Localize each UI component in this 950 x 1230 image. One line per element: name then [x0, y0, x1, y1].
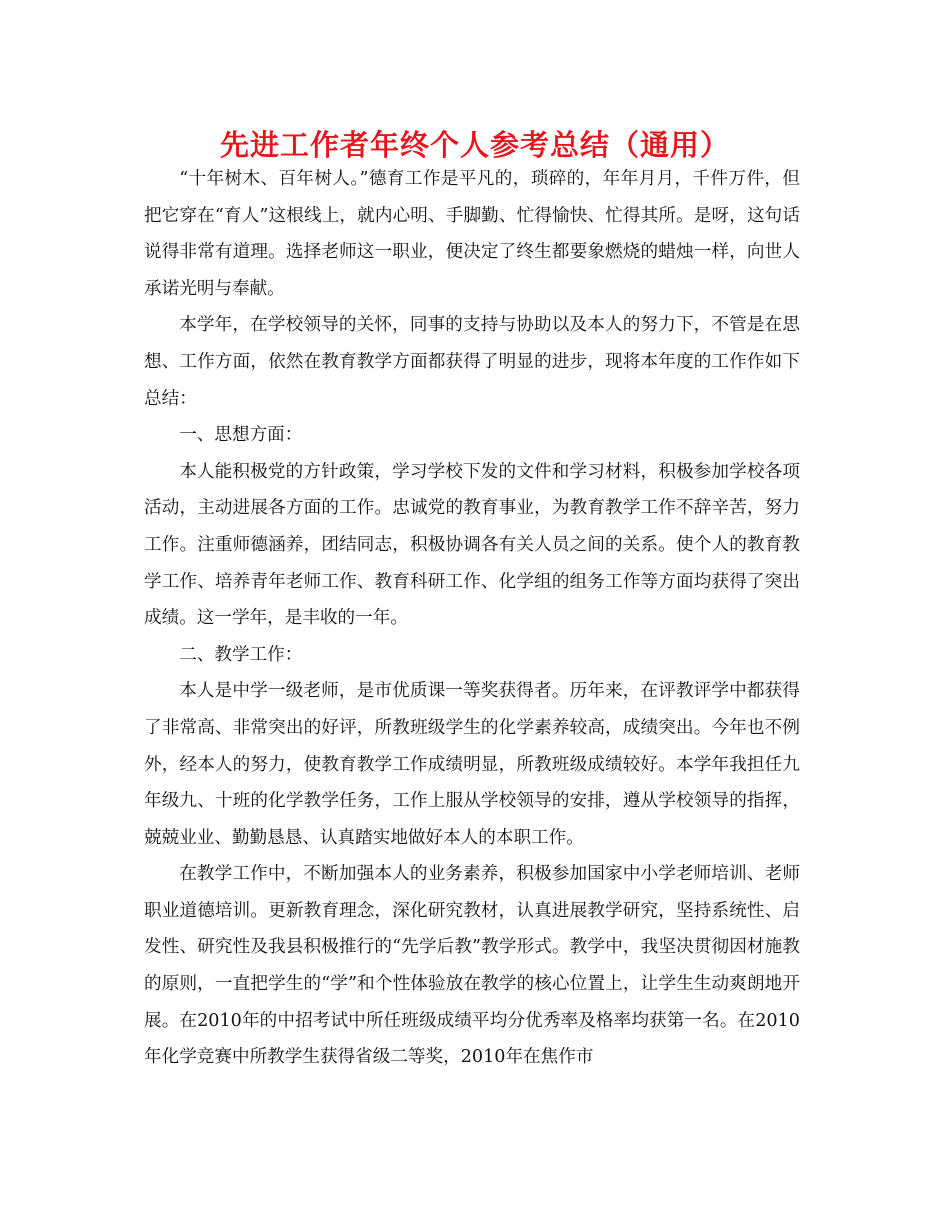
- paragraph-overview: 本学年，在学校领导的关怀，同事的支持与协助以及本人的努力下，不管是在思想、工作方面，依然在教育教学方面都获得了明显的进步，现将本年度的工作作如下总结：: [144, 315, 800, 409]
- document-title: 先进工作者年终个人参考总结（通用）: [219, 128, 730, 162]
- section-heading-teaching: 二、教学工作：: [179, 644, 303, 665]
- section-heading-thought: 一、思想方面：: [179, 425, 303, 446]
- paragraph-intro: “十年树木、百年树人。”德育工作是平凡的，琐碎的，年年月月，千件万件，但把它穿在“育人”这根线上，就内心明、手脚勤、忙得愉快、忙得其所。是呀，这句话说得非常有道理。选择老师这一职业，便决定了终生都要象燃烧的蜡烛一样，向世人承诺光明与奉献。: [144, 169, 800, 299]
- document-body: [144, 161, 800, 1076]
- paragraph-teaching: 本人是中学一级老师，是市优质课一等奖获得者。历年来，在评教评学中都获得了非常高、非常突出的好评，所教班级学生的化学素养较高，成绩突出。今年也不例外，经本人的努力，使教育教学工作成绩明显，所教班级成绩较好。本学年我担任九年级九、十班的化学教学任务，工作上服从学校领导的安排，遵从学校领导的指挥，兢兢业业、勤勤恳恳、认真踏实地做好本人的本职工作。: [144, 681, 800, 848]
- paragraph-teaching-work: 在教学工作中，不断加强本人的业务素养，积极参加国家中小学老师培训、老师职业道德培训。更新教育理念，深化研究教材，认真进展教学研究，坚持系统性、启发性、研究性及我县积极推行的“先学后教”教学形式。教学中，我坚决贯彻因材施教的原则，一直把学生的“学”和个性体验放在教学的核心位置上，让学生生动爽朗地开展。在2010年的中招考试中所任班级成绩平均分优秀率及格率均获第一名。在2010年化学竞赛中所教学生获得省级二等奖，2010年在焦作市: [144, 864, 800, 1068]
- paragraph-thought: 本人能积极党的方针政策，学习学校下发的文件和学习材料，积极参加学校各项活动，主动进展各方面的工作。忠诚党的教育事业，为教育教学工作不辞辛苦，努力工作。注重师德涵养，团结同志，积极协调各有关人员之间的关系。使个人的教育教学工作、培养青年老师工作、教育科研工作、化学组的组务工作等方面均获得了突出成绩。这一学年，是丰收的一年。: [144, 461, 800, 629]
